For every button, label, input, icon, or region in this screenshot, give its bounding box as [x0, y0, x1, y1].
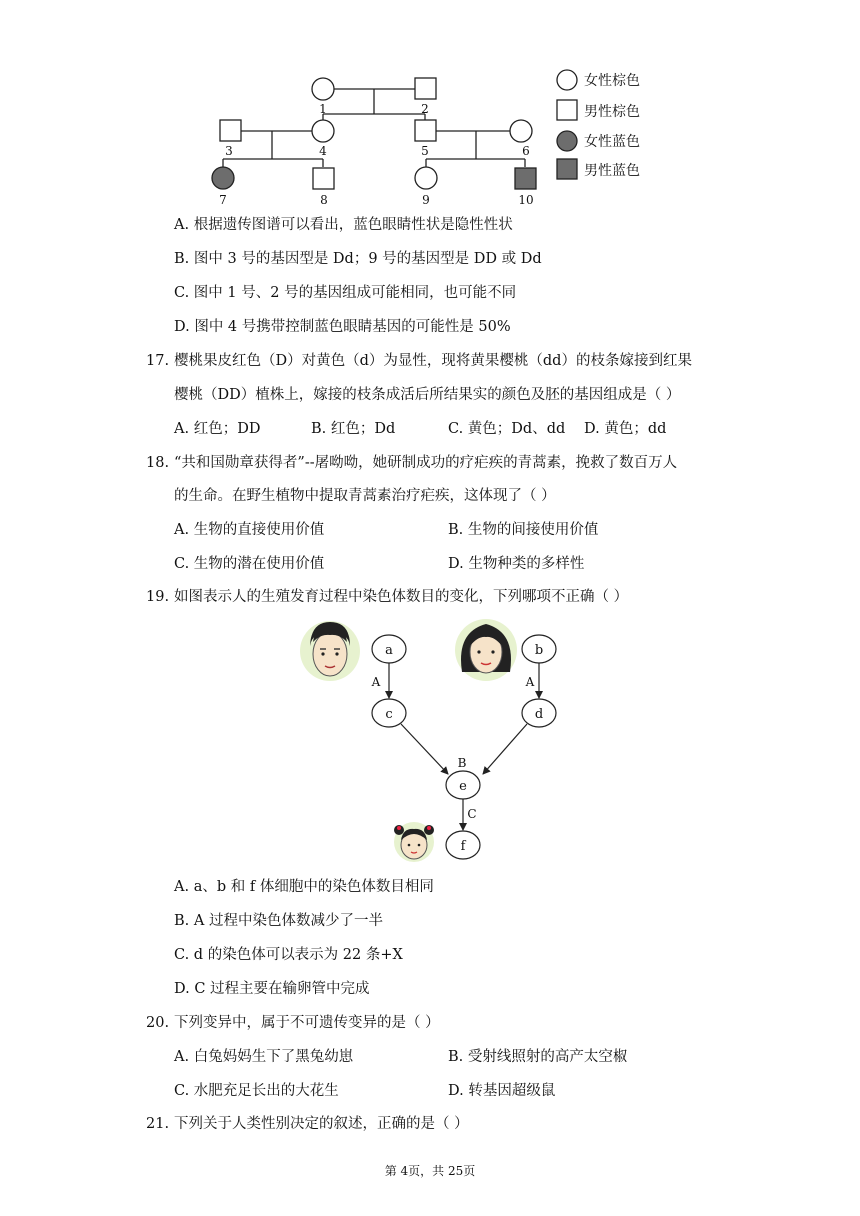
q17-stem-line2: 樱桃（DD）植株上，嫁接的枝条成活后所结果实的颜色及胚的基因组成是（ ）: [174, 387, 681, 403]
q19-number: 19.: [146, 589, 170, 605]
individual-4: [312, 120, 334, 142]
individual-7: [212, 167, 234, 189]
q20-option-c: [174, 1081, 339, 1101]
q21-number: 21.: [146, 1116, 170, 1132]
node-label: f: [460, 839, 466, 854]
q17-stem-line1: 樱桃果皮红色（D）对黄色（d）为显性，现将黄果樱桃（dd）的枝条嫁接到红果: [174, 353, 692, 369]
page-footer: 第 4页，共 25页: [384, 1164, 476, 1178]
individual-number: 2: [421, 102, 429, 116]
node-label: e: [459, 779, 467, 794]
process-label: B: [457, 756, 467, 770]
process-label: C: [467, 807, 477, 821]
legend-symbol-male-blue: [557, 159, 577, 179]
q18-number: 18.: [146, 455, 170, 471]
option-text: 图中 4 号携带控制蓝色眼睛基因的可能性是 50%: [194, 319, 511, 335]
individual-1: [312, 78, 334, 100]
option-text: 黄色；Dd、dd: [467, 421, 566, 437]
option-text: 图中 3 号的基因型是 Dd；9 号的基因型是 DD 或 Dd: [193, 251, 542, 267]
option-letter: A.: [174, 522, 190, 538]
q19-option-b: [174, 911, 383, 931]
node-label: b: [534, 643, 544, 658]
option-text: 生物的直接使用价值: [193, 522, 325, 538]
legend-label: 女性棕色: [584, 73, 640, 89]
q16-option-d: [174, 317, 511, 337]
option-letter: D.: [174, 319, 190, 335]
q17-number: 17.: [146, 353, 170, 369]
q20-stem-line1: 下列变异中，属于不可遗传变异的是（ ）: [174, 1015, 440, 1031]
option-letter: D.: [448, 556, 464, 572]
q18-stem-line2: 的生命。在野生植物中提取青蒿素治疗疟疾，这体现了（ ）: [174, 488, 556, 504]
individual-2: [415, 78, 436, 99]
option-letter: C.: [174, 1083, 190, 1099]
legend-symbol-female-blue: [557, 131, 577, 151]
option-text: 白兔妈妈生下了黑兔幼崽: [193, 1049, 354, 1065]
legend-symbol-male-brown: [557, 100, 577, 120]
legend-label: 男性蓝色: [584, 163, 640, 179]
option-text: 根据遗传图谱可以看出，蓝色眼睛性状是隐性性状: [193, 217, 513, 233]
individual-number: 9: [422, 193, 430, 207]
option-text: 受射线照射的高产太空椒: [467, 1049, 628, 1065]
option-text: 生物的间接使用价值: [467, 522, 599, 538]
individual-8: [313, 168, 334, 189]
node-label: c: [385, 707, 393, 722]
option-letter: D.: [448, 1083, 464, 1099]
q18-option-b: [448, 520, 598, 540]
option-letter: B.: [448, 522, 464, 538]
option-text: 红色；Dd: [330, 421, 396, 437]
individual-5: [415, 120, 436, 141]
option-text: C 过程主要在输卵管中完成: [194, 981, 370, 997]
individual-number: 5: [421, 144, 429, 158]
option-letter: D.: [584, 421, 600, 437]
option-letter: C.: [174, 556, 190, 572]
individual-10: [515, 168, 536, 189]
father-face-icon: [300, 621, 360, 681]
reproduction-diagram: [290, 612, 580, 870]
process-label: A: [371, 675, 381, 689]
individual-number: 4: [319, 144, 327, 158]
option-letter: C.: [174, 285, 190, 301]
option-text: 水肥充足长出的大花生: [193, 1083, 339, 1099]
option-letter: B.: [311, 421, 327, 437]
q18-option-c: [174, 554, 324, 574]
q19-stem-line1: 如图表示人的生殖发育过程中染色体数目的变化，下列哪项不正确（ ）: [174, 589, 629, 605]
option-letter: A.: [174, 1049, 190, 1065]
mother-face-icon: [455, 619, 517, 681]
q17-option-b: [311, 419, 395, 439]
q20-option-a: [174, 1047, 353, 1067]
q18-stem-line1: “共和国勋章获得者”--屠呦呦，她研制成功的疗疟疾的青蒿素，挽救了数百万人: [174, 455, 678, 471]
q20-number: 20.: [146, 1015, 170, 1031]
node-label: d: [534, 707, 544, 722]
q17-option-c: [448, 419, 565, 439]
option-letter: A.: [174, 421, 190, 437]
q18-option-d: [448, 554, 584, 574]
option-letter: D.: [174, 981, 190, 997]
option-text: 转基因超级鼠: [468, 1083, 556, 1099]
individual-number: 3: [225, 144, 233, 158]
option-text: 生物的潜在使用价值: [193, 556, 325, 572]
child-face-icon: [394, 822, 434, 862]
individual-number: 1: [319, 102, 327, 116]
option-letter: C.: [174, 947, 190, 963]
option-text: 黄色；dd: [604, 421, 667, 437]
q16-option-a: [174, 215, 513, 235]
option-text: a、b 和 f 体细胞中的染色体数目相同: [193, 879, 434, 895]
q16-option-c: [174, 283, 516, 303]
option-letter: C.: [448, 421, 464, 437]
node-label: a: [385, 643, 393, 658]
q19-option-d: [174, 979, 370, 999]
individual-3: [220, 120, 241, 141]
pedigree-legend: [557, 70, 577, 179]
q21-stem-line1: 下列关于人类性别决定的叙述，正确的是（ ）: [174, 1116, 469, 1132]
q20-option-b: [448, 1047, 627, 1067]
option-text: 红色；DD: [193, 421, 261, 437]
option-text: A 过程中染色体数减少了一半: [193, 913, 383, 929]
edge-c-e: [401, 724, 448, 774]
option-text: d 的染色体可以表示为 22 条+X: [193, 947, 403, 963]
q18-option-a: [174, 520, 324, 540]
legend-label: 女性蓝色: [584, 134, 640, 150]
edge-d-e: [483, 724, 527, 774]
option-letter: B.: [448, 1049, 464, 1065]
q17-option-d: [584, 419, 666, 439]
option-letter: B.: [174, 913, 190, 929]
pedigree-chart: [200, 64, 670, 210]
legend-label: 男性棕色: [584, 104, 640, 120]
individual-6: [510, 120, 532, 142]
option-text: 图中 1 号、2 号的基因组成可能相同，也可能不同: [193, 285, 517, 301]
q17-option-a: [174, 419, 260, 439]
option-letter: A.: [174, 879, 190, 895]
individual-9: [415, 167, 437, 189]
q19-option-c: [174, 945, 403, 965]
individual-number: 6: [522, 144, 530, 158]
individual-number: 8: [320, 193, 328, 207]
option-text: 生物种类的多样性: [468, 556, 585, 572]
q20-option-d: [448, 1081, 555, 1101]
individual-number: 10: [518, 193, 534, 207]
individual-number: 7: [219, 193, 227, 207]
q16-option-b: [174, 249, 542, 269]
q19-option-a: [174, 877, 434, 897]
option-letter: A.: [174, 217, 190, 233]
process-label: A: [525, 675, 535, 689]
legend-symbol-female-brown: [557, 70, 577, 90]
option-letter: B.: [174, 251, 190, 267]
